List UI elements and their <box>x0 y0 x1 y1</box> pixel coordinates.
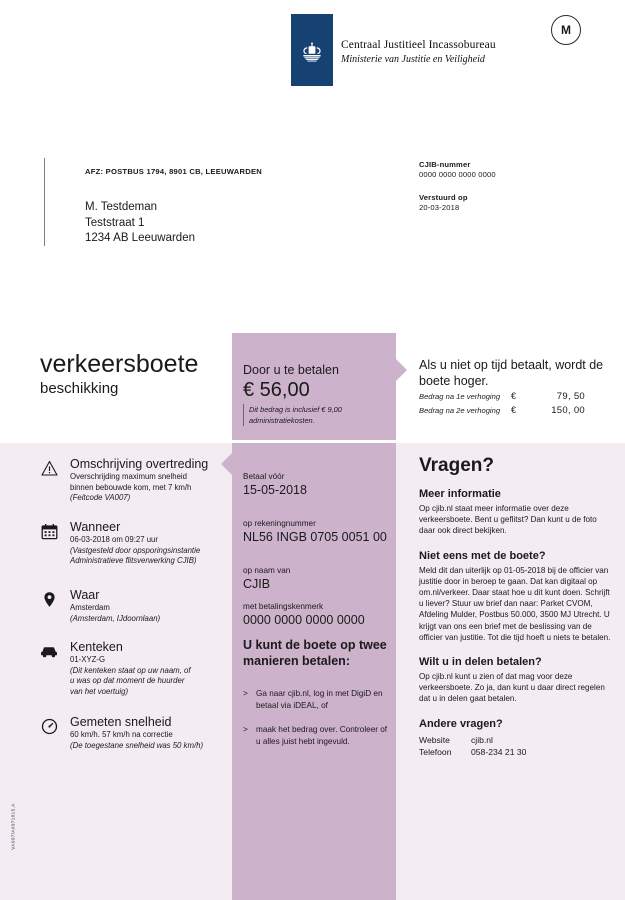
organisation-names <box>341 38 496 67</box>
detail-title: Waar <box>70 588 100 602</box>
amount-due-note: Dit bedrag is inclusief € 9,00 administratiekosten. <box>249 405 342 425</box>
detail-omschrijving-overtreding <box>40 457 220 504</box>
payment-field-label: op naam van <box>243 566 291 575</box>
late-row-label: Bedrag na 2e verhoging <box>419 406 501 415</box>
question-title: Niet eens met de boete? <box>419 549 546 562</box>
payment-howto-title: U kunt de boete op twee manieren betalen: <box>243 638 387 668</box>
bullet-chevron-icon: > <box>243 689 248 698</box>
late-payment-title: Als u niet op tijd betaalt, wordt de boete hoger. <box>419 358 604 388</box>
late-row-currency: € <box>511 391 517 401</box>
detail-title: Wanneer <box>70 520 121 534</box>
payment-field-value: 15-05-2018 <box>243 483 307 497</box>
questions-section <box>419 455 611 758</box>
late-increase-row-1 <box>419 390 619 403</box>
payment-option-text: maak het bedrag over. Controleer of u alles juist hebt ingevuld. <box>256 725 388 746</box>
questions-heading: Vragen? <box>419 455 494 476</box>
detail-line: 60 km/h. 57 km/h na correctie <box>70 730 173 739</box>
contact-telefoon <box>419 746 611 758</box>
contact-value: 058-234 21 30 <box>471 746 527 757</box>
contact-value[interactable]: cjib.nl <box>471 734 493 745</box>
late-row-label: Bedrag na 1e verhoging <box>419 392 501 401</box>
detail-line: (Vastgesteld door opsporingsinstantie <box>70 545 201 555</box>
sent-date-label: Verstuurd op <box>419 193 468 202</box>
detail-line: u was op dat moment de huurder <box>70 676 185 685</box>
question-in-delen-betalen <box>419 655 611 705</box>
late-increase-row-2 <box>419 404 619 417</box>
payment-field-value: 0000 0000 0000 0000 <box>243 613 365 627</box>
payment-field-value: NL56 INGB 0705 0051 00 <box>243 530 387 544</box>
car-icon <box>40 642 58 660</box>
question-body: Meld dit dan uiterlijk op 01-05-2018 bij de officier van justitie door in beroep te gaan. Dat kan digitaal op om.nl/verkeer. Daar staat hoe u dit kunt doen. Schrijft u liever? Stuur uw brief dan naar: Parket CVOM, Afdeling Mulder, Postbus 50.000, 3500 MJ Utrecht. U krijgt van ons een brief met de beslissing van de officier van justitie. Tot die tijd hoeft u niets te betalen. <box>419 565 611 642</box>
amount-due-arrow-icon <box>396 359 407 381</box>
contact-website <box>419 734 611 746</box>
payment-column-notch-icon <box>221 453 232 475</box>
amount-note-rule <box>243 404 244 426</box>
question-title: Wilt u in delen betalen? <box>419 656 542 669</box>
detail-gemeten-snelheid <box>40 715 220 751</box>
question-meer-informatie <box>419 487 611 537</box>
detail-line: Administratieve flitsverwerking CJIB) <box>70 556 197 565</box>
amount-due-value: € 56,00 <box>243 379 310 401</box>
document-meta <box>419 160 496 212</box>
bullet-chevron-icon: > <box>243 725 248 734</box>
map-pin-icon <box>40 590 58 608</box>
payment-field-label: met betalingskenmerk <box>243 602 324 611</box>
detail-line: (Dit kenteken staat op uw naam, of <box>70 665 191 675</box>
cjib-number-label: CJIB-nummer <box>419 160 471 169</box>
detail-wanneer <box>40 520 220 567</box>
recipient-city: 1234 AB Leeuwarden <box>85 232 195 244</box>
title-subtitle: beschikking <box>40 380 119 397</box>
return-address: AFZ: POSTBUS 1794, 8901 CB, LEEUWARDEN <box>85 167 263 176</box>
payment-option-text: Ga naar cjib.nl, log in met DigiD en betaal via iDEAL, of <box>256 689 383 710</box>
payment-field-rekeningnummer <box>243 518 393 546</box>
detail-line: (Amsterdam, IJdoornlaan) <box>70 613 161 623</box>
detail-line: van het voertuig) <box>70 686 129 696</box>
contact-key: Website <box>419 734 450 745</box>
payment-details-column <box>232 443 396 900</box>
detail-line: Amsterdam <box>70 603 110 612</box>
detail-line: binnen bebouwde kom, met 7 km/h <box>70 482 192 492</box>
payment-field-betaal-voor <box>243 471 393 499</box>
sent-date-value: 20-03-2018 <box>419 203 460 212</box>
cjib-number-value: 0000 0000 0000 0000 <box>419 170 496 179</box>
ministry-name: Ministerie van Justitie en Veiligheid <box>341 54 485 65</box>
detail-line: Overschrijding maximum snelheid <box>70 472 187 481</box>
question-title: Meer informatie <box>419 488 501 500</box>
detail-line: 06-03-2018 om 09:27 uur <box>70 535 158 544</box>
address-rule <box>44 158 45 246</box>
detail-title: Omschrijving overtreding <box>70 457 209 471</box>
recipient-name: M. Testdeman <box>85 201 158 213</box>
question-body: Op cjib.nl kunt u zien of dat mag voor deze verkeersboete. Zo ja, dan kunt u daar direct regelen dat u in delen gaat betalen. <box>419 672 605 704</box>
mulder-badge: M <box>551 15 581 45</box>
title-main: verkeersboete <box>40 350 199 378</box>
detail-title: Gemeten snelheid <box>70 715 172 729</box>
payment-field-value: CJIB <box>243 577 271 591</box>
recipient-address <box>85 200 195 247</box>
late-row-amount: 150, 00 <box>551 405 585 416</box>
contact-key: Telefoon <box>419 746 452 757</box>
detail-title: Kenteken <box>70 640 123 654</box>
payment-field-label: op rekeningnummer <box>243 519 316 528</box>
organisation-name: Centraal Justitieel Incassobureau <box>341 39 496 51</box>
detail-waar <box>40 588 220 624</box>
other-questions-title: Andere vragen? <box>419 717 503 730</box>
recipient-street: Teststraat 1 <box>85 216 145 229</box>
payment-option-transfer <box>243 724 391 747</box>
question-body: Op cjib.nl staat meer informatie over deze verkeersboete. Bent u geflitst? Dan kunt u de foto daar ook direct bekijken. <box>419 504 597 536</box>
payment-field-label: Betaal vóór <box>243 472 285 481</box>
speedometer-icon <box>40 717 58 735</box>
detail-kenteken <box>40 640 220 697</box>
late-row-amount: 79, 50 <box>556 391 585 402</box>
late-row-currency: € <box>511 405 517 415</box>
payment-field-betalingskenmerk <box>243 583 393 629</box>
question-andere-vragen <box>419 717 611 758</box>
page-title <box>40 350 198 399</box>
detail-line: (De toegestane snelheid was 50 km/h) <box>70 740 204 750</box>
form-code: VA007/A0971015.A <box>10 803 16 850</box>
detail-line: 01-XYZ-G <box>70 655 106 664</box>
rijkswapen-crest-icon <box>291 38 333 68</box>
document-header <box>0 0 625 110</box>
amount-due-label: Door u te betalen <box>243 363 339 377</box>
detail-line: (Feitcode VA007) <box>70 493 131 502</box>
late-payment-block <box>419 357 619 417</box>
question-niet-eens <box>419 549 611 643</box>
payment-option-ideal <box>243 688 391 711</box>
warning-triangle-icon <box>40 459 58 477</box>
calendar-icon <box>40 522 58 540</box>
